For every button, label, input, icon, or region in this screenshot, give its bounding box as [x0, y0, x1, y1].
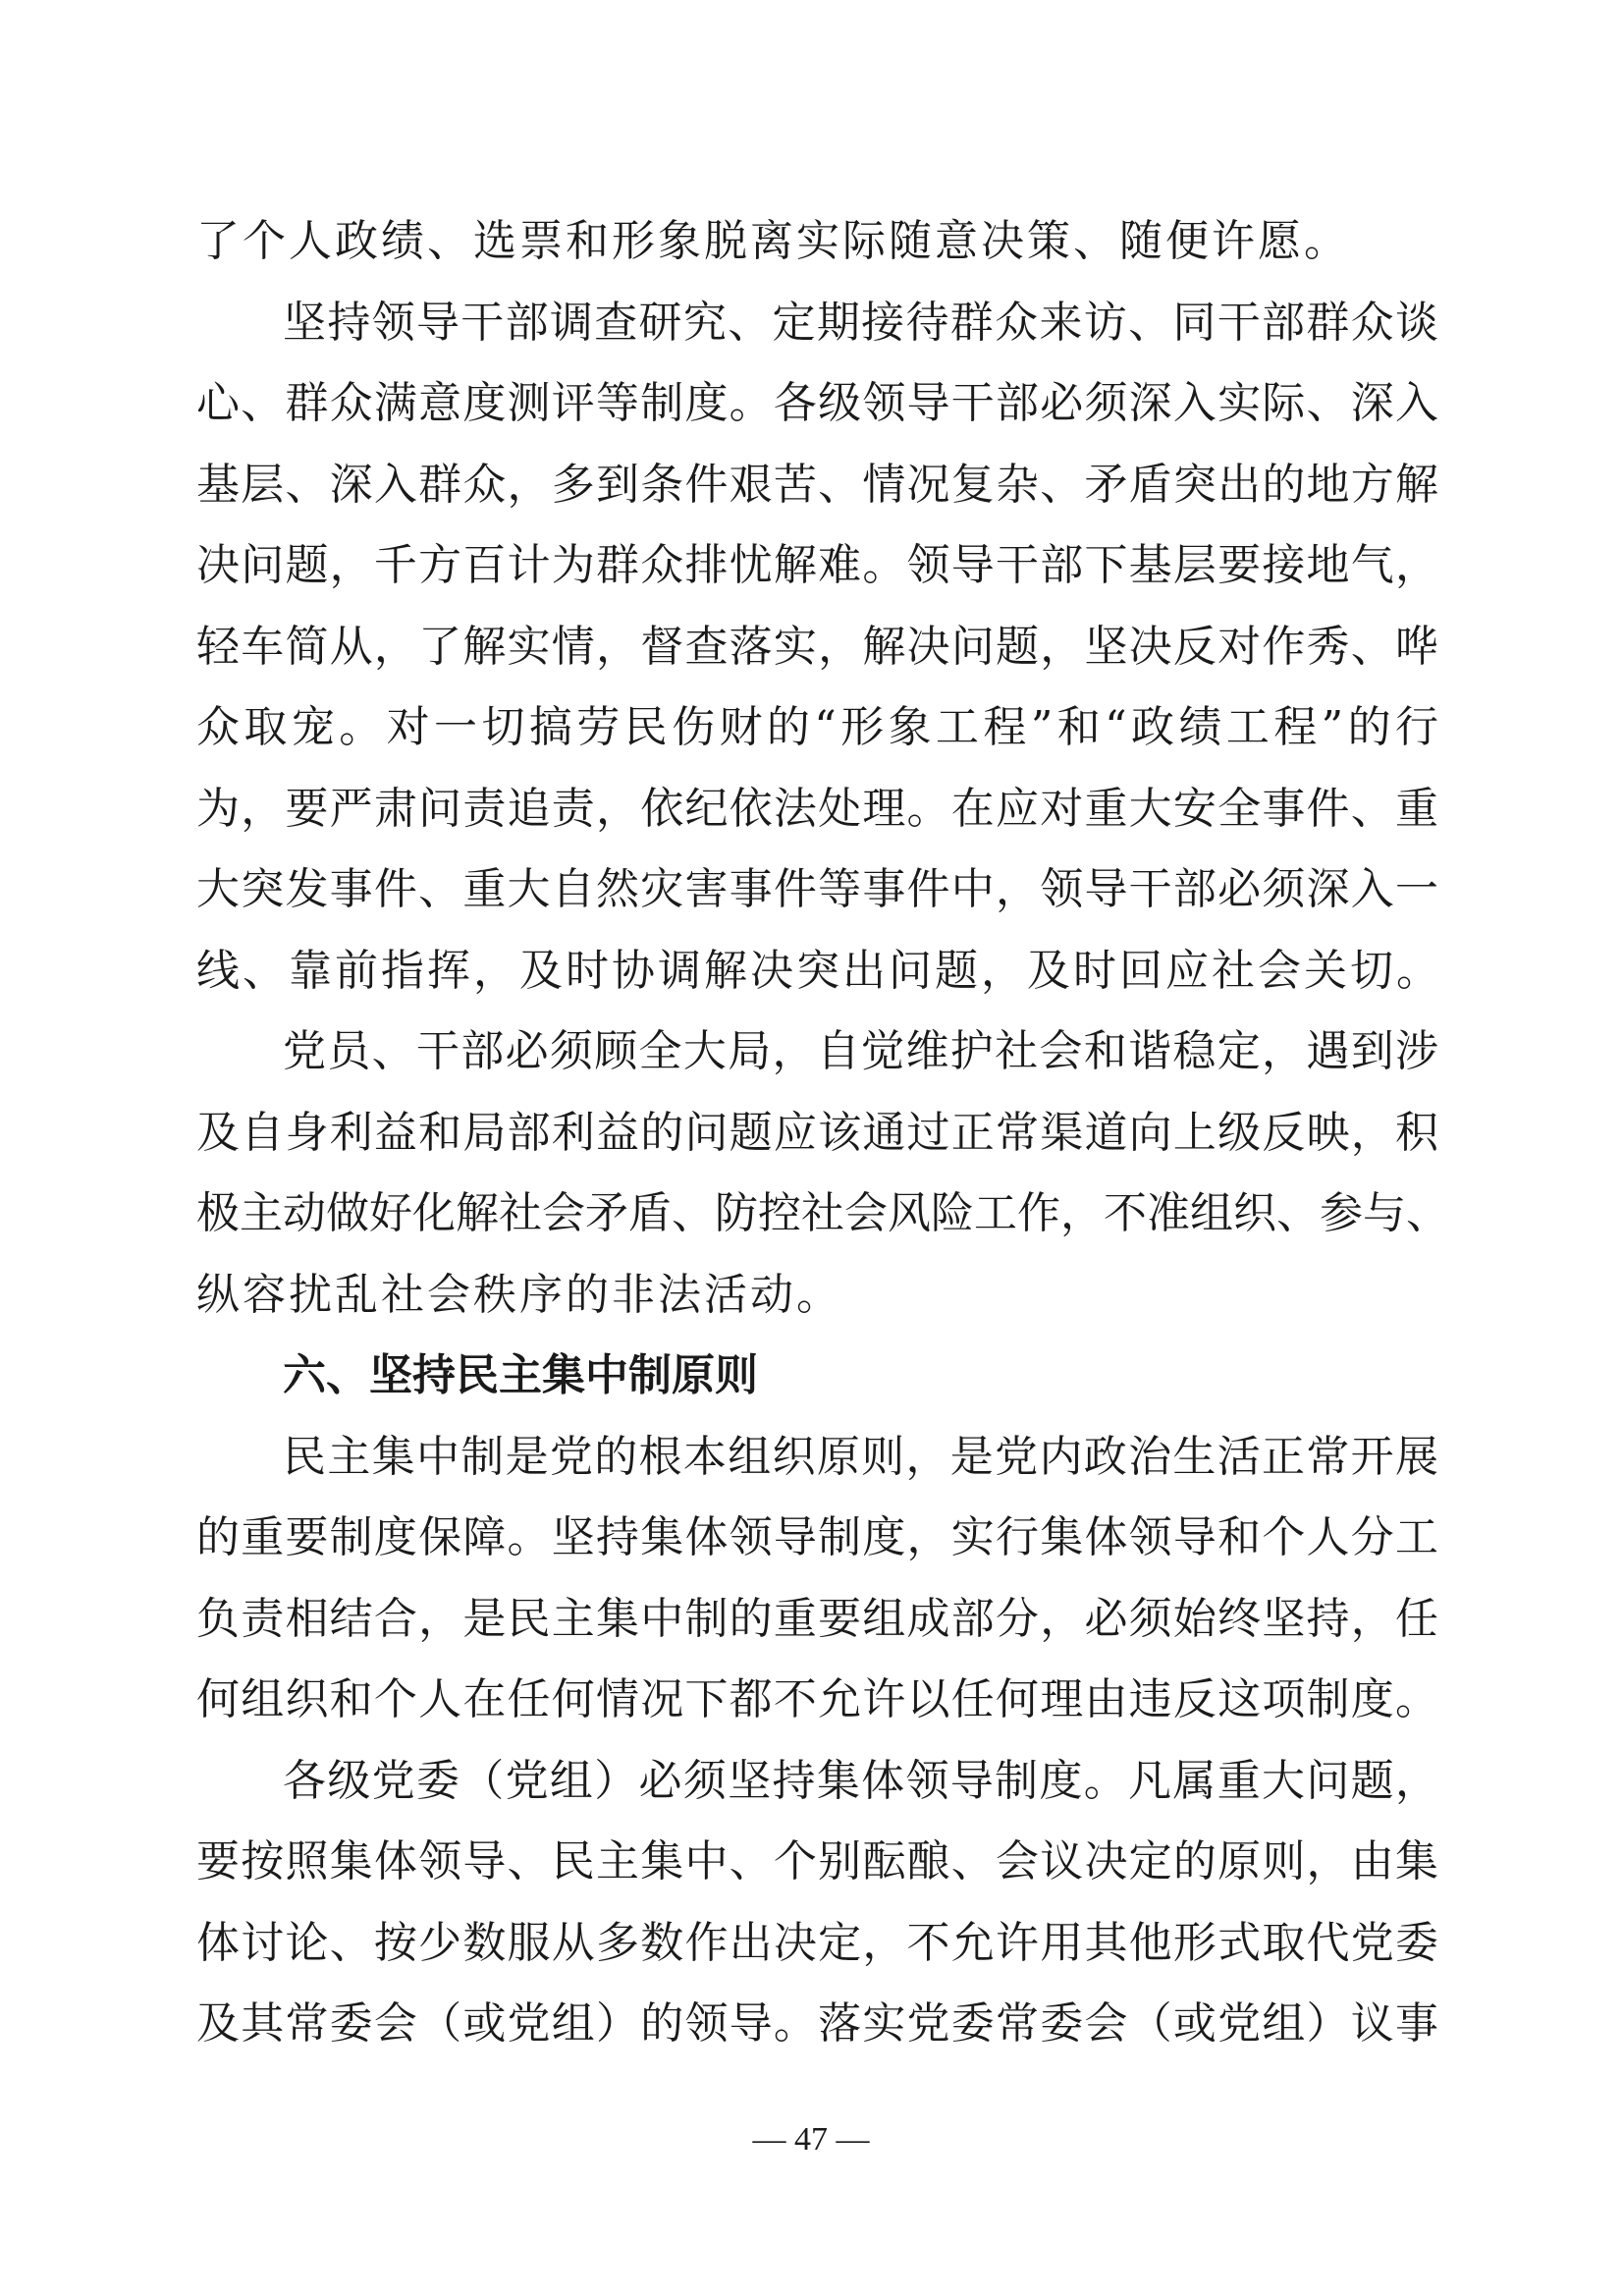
paragraph-line: 民主集中制是党的根本组织原则，是党内政治生活正常开展	[283, 1431, 1438, 1482]
paragraph-line: 决问题，千方百计为群众排忧解难。领导干部下基层要接地气，	[196, 540, 1438, 590]
paragraph-line: 坚持领导干部调查研究、定期接待群众来访、同干部群众谈	[283, 297, 1438, 348]
paragraph-line: 体讨论、按少数服从多数作出决定，不允许用其他形式取代党委	[196, 1917, 1438, 1968]
paragraph-line: 纵容扰乱社会秩序的非法活动。	[196, 1269, 842, 1320]
paragraph-line: 轻车简从，了解实情，督查落实，解决问题，坚决反对作秀、哗	[196, 621, 1438, 672]
page-number: — 47 —	[752, 2121, 870, 2158]
section-heading: 六、坚持民主集中制原则	[283, 1350, 758, 1400]
paragraph-line: 了个人政绩、选票和形象脱离实际随意决策、随便许愿。	[196, 216, 1350, 266]
paragraph-line: 何组织和个人在任何情况下都不允许以任何理由违反这项制度。	[196, 1674, 1438, 1724]
paragraph-line: 各级党委（党组）必须坚持集体领导制度。凡属重大问题，	[283, 1755, 1438, 1806]
paragraph-line: 及其常委会（或党组）的领导。落实党委常委会（或党组）议事	[196, 1998, 1438, 2049]
paragraph-line: 众取宠。对一切搞劳民伤财的“形象工程”和“政绩工程”的行	[196, 702, 1438, 752]
paragraph-line: 基层、深入群众，多到条件艰苦、情况复杂、矛盾突出的地方解	[196, 459, 1438, 510]
paragraph-line: 为，要严肃问责追责，依纪依法处理。在应对重大安全事件、重	[196, 783, 1438, 834]
paragraph-line: 的重要制度保障。坚持集体领导制度，实行集体领导和个人分工	[196, 1512, 1438, 1562]
paragraph-line: 负责相结合，是民主集中制的重要组成部分，必须始终坚持，任	[196, 1593, 1438, 1644]
paragraph-line: 线、靠前指挥，及时协调解决突出问题，及时回应社会关切。	[196, 945, 1442, 996]
paragraph-line: 心、群众满意度测评等制度。各级领导干部必须深入实际、深入	[196, 378, 1438, 428]
paragraph-line: 要按照集体领导、民主集中、个别酝酿、会议决定的原则，由集	[196, 1836, 1438, 1886]
paragraph-line: 大突发事件、重大自然灾害事件等事件中，领导干部必须深入一	[196, 864, 1438, 914]
body-text	[196, 201, 1449, 2065]
paragraph-line: 极主动做好化解社会矛盾、防控社会风险工作，不准组织、参与、	[196, 1188, 1449, 1238]
paragraph-line: 党员、干部必须顾全大局，自觉维护社会和谐稳定，遇到涉	[283, 1026, 1438, 1076]
paragraph-line: 及自身利益和局部利益的问题应该通过正常渠道向上级反映，积	[196, 1107, 1438, 1158]
